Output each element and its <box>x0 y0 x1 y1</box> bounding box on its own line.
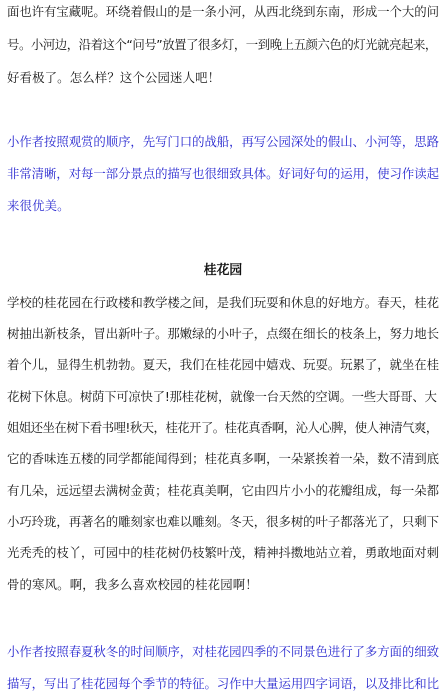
comment-line: 来很优美。 <box>7 198 70 213</box>
essay-line: 骨的寒风。啊，我多么喜欢校园的桂花园啊！ <box>7 577 258 592</box>
essay-line: 树抽出新枝条，冒出新叶子。那嫩绿的小叶子，点缀在细长的枝条上，努力地长 <box>7 326 439 341</box>
essay-line: 它的香味连五楼的同学都能闻得到；桂花真多啊，一朵紧挨着一朵，数不清到底 <box>7 451 439 466</box>
paragraph-line: 面也许有宝藏呢。环绕着假山的是一条小河，从西北绕到东南，形成一个大的问 <box>7 4 439 19</box>
essay-line: 学校的桂花园在行政楼和教学楼之间，是我们玩耍和休息的好地方。春天，桂花 <box>7 295 439 310</box>
comment-line: 小作者按照春夏秋冬的时间顺序，对桂花园四季的不同景色进行了多方面的细致 <box>7 644 439 659</box>
essay-line: 光秃秃的枝丫，可园中的桂花树仍枝繁叶茂，精神抖擞地站立着，勇敢地面对刺 <box>7 545 439 560</box>
essay-line: 小巧玲珑，再著名的雕刻家也难以雕刻。冬天，很多树的叶子都落光了，只剩下 <box>7 514 439 529</box>
essay-line: 着个儿，显得生机勃勃。夏天，我们在桂花园中嬉戏、玩耍。玩累了，就坐在桂 <box>7 357 439 372</box>
comment-line: 非常清晰，对每一部分景点的描写也很细致具体。好词好句的运用，使习作读起 <box>7 166 439 181</box>
comment-line: 小作者按照观赏的顺序，先写门口的战船，再写公园深处的假山、小河等，思路 <box>7 134 439 149</box>
paragraph-line: 好看极了。怎么样？这个公园迷人吧！ <box>7 70 221 85</box>
comment-line: 描写，写出了桂花园每个季节的特征。习作中大量运用四字词语，以及排比和比 <box>7 676 439 691</box>
essay-line: 姐姐还坐在树下看书哩!秋天，桂花开了。桂花真香啊，沁人心脾，使人神清气爽， <box>7 420 438 435</box>
paragraph-line: 号。小河边，沿着这个“问号”放置了很多灯，一到晚上五颜六色的灯光就亮起来， <box>7 37 437 52</box>
essay-line: 花树下休息。树荫下可凉快了!那桂花树，就像一台天然的空调。一些大哥哥、大 <box>7 389 437 404</box>
essay-line: 有几朵，远远望去满树金黄；桂花真美啊，它由四片小小的花瓣组成，每一朵都 <box>7 483 439 498</box>
essay-title: 桂花园 <box>203 263 243 278</box>
